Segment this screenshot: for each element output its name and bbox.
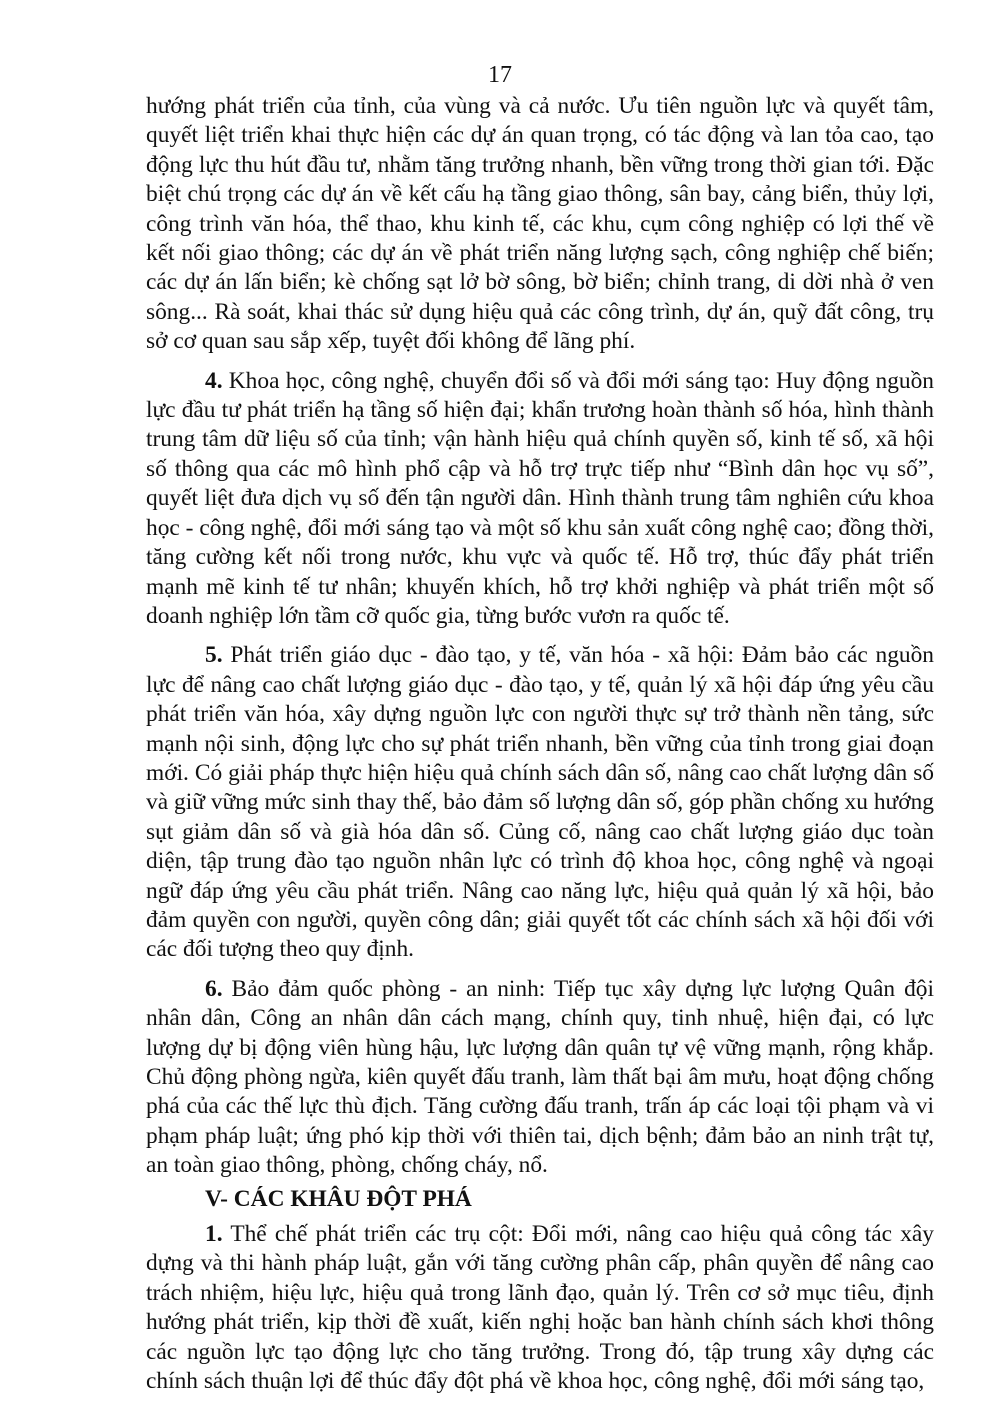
- paragraph-6-defense-security: [146, 975, 934, 1181]
- paragraph-continuation: [146, 92, 934, 357]
- page-number: 17: [488, 62, 512, 88]
- paragraph-4-science-technology: [146, 367, 934, 632]
- paragraph-breakthrough-1-institutions: [146, 1220, 934, 1396]
- paragraph-text: Khoa học, công nghệ, chuyển đổi số và đổi mới sáng tạo: Huy động nguồn lực đầu tư phát triển hạ tầng số hiện đại; khẩn trương hoàn thành số hóa, hình thành trung tâm dữ liệu số của tỉnh; vận hành hiệu quả chính quyền số, kinh tế số, xã hội số thông qua các mô hình phổ cập và hỗ trợ trực tiếp như “Bình dân học vụ số”, quyết liệt đưa dịch vụ số đến tận người dân. Hình thành trung tâm nghiên cứu khoa học - công nghệ, đổi mới sáng tạo và một số khu sản xuất công nghệ cao; đồng thời, tăng cường kết nối trong nước, khu vực và quốc tế. Hỗ trợ, thúc đẩy phát triển mạnh mẽ kinh tế tư nhân; khuyến khích, hỗ trợ khởi nghiệp và phát triển một số doanh nghiệp lớn tầm cỡ quốc gia, từng bước vươn ra quốc tế.: [146, 367, 934, 629]
- paragraph-number: 6.: [205, 975, 223, 1002]
- paragraph-number: 1.: [205, 1221, 223, 1248]
- section-heading: V- CÁC KHÂU ĐỘT PHÁ: [205, 1185, 472, 1212]
- paragraph-5-education-health: [146, 641, 934, 964]
- paragraph-text: Bảo đảm quốc phòng - an ninh: Tiếp tục xây dựng lực lượng Quân đội nhân dân, Công an nhân dân cách mạng, chính quy, tinh nhuệ, hiện đại, có lực lượng dự bị động viên hùng hậu, lực lượng dân quân tự vệ vững mạnh, rộng khắp. Chủ động phòng ngừa, kiên quyết đấu tranh, làm thất bại âm mưu, hoạt động chống phá của các thế lực thù địch. Tăng cường đấu tranh, trấn áp các loại tội phạm và vi phạm pháp luật; ứng phó kịp thời với thiên tai, dịch bệnh; đảm bảo an ninh trật tự, an toàn giao thông, phòng, chống cháy, nổ.: [146, 975, 934, 1179]
- paragraph-text: Thể chế phát triển các trụ cột: Đổi mới, nâng cao hiệu quả công tác xây dựng và thi hành pháp luật, gắn với tăng cường phân cấp, phân quyền để nâng cao trách nhiệm, hiệu lực, hiệu quả trong lãnh đạo, quản lý. Trên cơ sở mục tiêu, định hướng phát triển, kịp thời đề xuất, kiến nghị hoặc ban hành chính sách khơi thông các nguồn lực tạo động lực cho tăng trưởng. Trong đó, tập trung xây dựng các chính sách thuận lợi để thúc đẩy đột phá về khoa học, công nghệ, đổi mới sáng tạo,: [146, 1221, 934, 1395]
- document-body: [146, 92, 934, 1406]
- paragraph-text: hướng phát triển của tỉnh, của vùng và cả nước. Ưu tiên nguồn lực và quyết tâm, quyết liệt triển khai thực hiện các dự án quan trọng, có tác động và lan tỏa cao, tạo động lực thu hút đầu tư, nhằm tăng trưởng nhanh, bền vững trong thời gian tới. Đặc biệt chú trọng các dự án về kết cấu hạ tầng giao thông, sân bay, cảng biển, thủy lợi, công trình văn hóa, thể thao, khu kinh tế, các khu, cụm công nghiệp có lợi thế về kết nối giao thông; các dự án về phát triển năng lượng sạch, công nghiệp chế biến; các dự án lấn biển; kè chống sạt lở bờ sông, bờ biển; chỉnh trang, di dời nhà ở ven sông... Rà soát, khai thác sử dụng hiệu quả các công trình, dự án, quỹ đất công, trụ sở cơ quan sau sắp xếp, tuyệt đối không để lãng phí.: [146, 93, 934, 355]
- paragraph-number: 5.: [205, 642, 223, 669]
- paragraph-text: Phát triển giáo dục - đào tạo, y tế, văn hóa - xã hội: Đảm bảo các nguồn lực để nâng cao chất lượng giáo dục - đào tạo, y tế, quản lý xã hội đáp ứng yêu cầu phát triển văn hóa, xây dựng nguồn lực con người thực sự trở thành nền tảng, sức mạnh nội sinh, động lực cho sự phát triển nhanh, bền vững của tỉnh trong giai đoạn mới. Có giải pháp thực hiện hiệu quả chính sách dân số, nâng cao chất lượng dân số và giữ vững mức sinh thay thế, bảo đảm số lượng dân số, góp phần chống xu hướng sụt giảm dân số và già hóa dân số. Củng cố, nâng cao chất lượng giáo dục toàn diện, tập trung đào tạo nguồn nhân lực có trình độ khoa học, công nghệ và ngoại ngữ đáp ứng yêu cầu phát triển. Nâng cao năng lực, hiệu quả quản lý xã hội, bảo đảm quyền con người, quyền công dân; giải quyết tốt các chính sách xã hội đối với các đối tượng theo quy định.: [146, 642, 934, 963]
- paragraph-number: 4.: [205, 367, 223, 394]
